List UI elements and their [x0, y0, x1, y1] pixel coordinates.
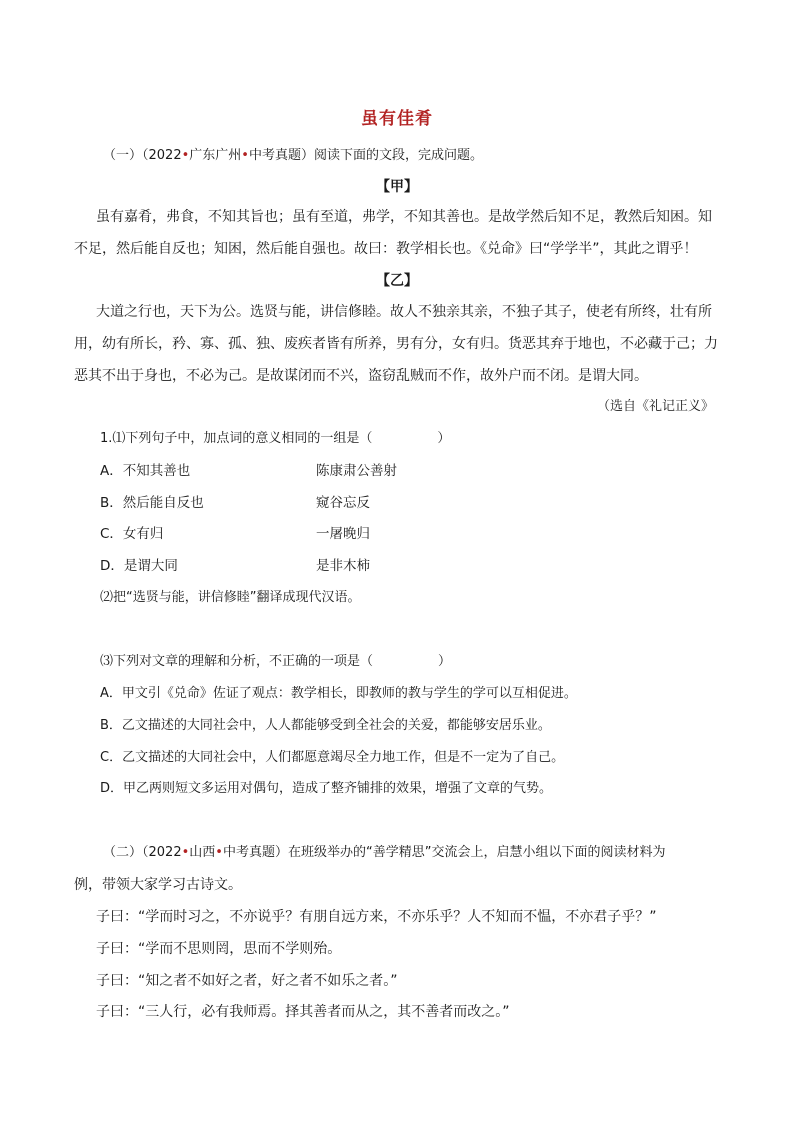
- section-1-exam: 中考真题: [248, 148, 301, 163]
- q3-option-b: B．乙文描述的大同社会中，人人都能够受到全社会的关爱，都能够安居乐业。: [100, 718, 551, 733]
- q1-option-a-right: 陈康肃公善射: [316, 463, 397, 479]
- q3-option-a: A．甲文引《兑命》佐证了观点：教学相长，即教师的教与学生的学可以互相促进。: [100, 686, 577, 701]
- section-2-prefix: （二）（2022: [103, 845, 182, 860]
- q1-option-b-left: B．然后能自反也: [100, 495, 204, 511]
- section-1-prefix: （一）（2022: [103, 148, 182, 163]
- q1-option-b-right: 窥谷忘反: [316, 495, 370, 511]
- passage-jia-line-2: 不足，然后能自反也；知困，然后能自强也。故曰：教学相长也。《兑命》曰“学学半”，其此之谓乎！: [74, 241, 698, 257]
- question-2: ⑵把“选贤与能，讲信修睦”翻译成现代汉语。: [100, 590, 361, 605]
- question-1: 1.⑴下列句子中，加点词的意义相同的一组是（ ）: [100, 431, 451, 446]
- section-2-instruction: ）在班级举办的“善学精思”交流会上，启慧小组以下面的阅读材料为: [274, 845, 666, 860]
- section-1-source: 广东广州: [189, 148, 242, 163]
- section-1-instruction: ）阅读下面的文段，完成问题。: [300, 148, 483, 163]
- analects-quote-2: 子曰：“学而不思则罔，思而不学则殆。: [96, 941, 342, 957]
- q3-option-d: D．甲乙两则短文多运用对偶句，造成了整齐铺排的效果，增强了文章的气势。: [100, 781, 553, 796]
- page-title: 虽有佳肴: [361, 109, 433, 129]
- q1-option-c-right: 一屠晚归: [316, 526, 370, 542]
- q1-option-d-right: 是非木柿: [316, 558, 370, 574]
- separator-dot: •: [181, 845, 190, 860]
- question-3: ⑶下列对文章的理解和分析，不正确的一项是（ ）: [100, 654, 452, 669]
- passage-yi-line-2: 用，幼有所长，矜、寡、孤、独、废疾者皆有所养，男有分，女有归。货恶其弃于地也，不必藏于己；力: [74, 336, 718, 352]
- separator-dot: •: [181, 148, 190, 163]
- analects-quote-3: 子曰：“知之者不如好之者，好之者不如乐之者。”: [96, 973, 398, 989]
- passage-jia-heading: 【甲】: [376, 179, 418, 195]
- q1-option-d-left: D．是谓大同: [100, 558, 178, 574]
- passage-yi-line-3: 恶其不出于身也，不必为己。是故谋闭而不兴，盗窃乱贼而不作，故外户而不闭。是谓大同。: [74, 368, 648, 384]
- section-1-header: [103, 146, 723, 166]
- passage-yi-line-1: 大道之行也，天下为公。选贤与能，讲信修睦。故人不独亲其亲，不独子其子，使老有所终，壮有所: [96, 304, 712, 320]
- section-2-instruction-cont: 例，带领大家学习古诗文。: [74, 877, 242, 893]
- separator-dot: •: [215, 845, 223, 860]
- q3-option-c: C．乙文描述的大同社会中，人们都愿意竭尽全力地工作，但是不一定为了自己。: [100, 750, 565, 765]
- separator-dot: •: [241, 148, 249, 163]
- analects-quote-4: 子曰：“三人行，必有我师焉。择其善者而从之，其不善者而改之。”: [96, 1004, 510, 1020]
- section-2-exam: 中考真题: [222, 845, 275, 860]
- section-2-source: 山西: [189, 845, 216, 860]
- q1-option-a-left: A．不知其善也: [100, 463, 191, 479]
- source-note: （选自《礼记正义》: [596, 399, 714, 414]
- passage-jia-line-1: 虽有嘉肴，弗食，不知其旨也；虽有至道，弗学，不知其善也。是故学然后知不足，教然后知困。知: [96, 209, 712, 225]
- passage-yi-heading: 【乙】: [376, 273, 418, 289]
- q1-option-c-left: C．女有归: [100, 526, 164, 542]
- analects-quote-1: 子曰：“学而时习之，不亦说乎？有朋自远方来，不亦乐乎？人不知而不愠，不亦君子乎？”: [96, 909, 657, 925]
- section-2-header: [103, 843, 723, 863]
